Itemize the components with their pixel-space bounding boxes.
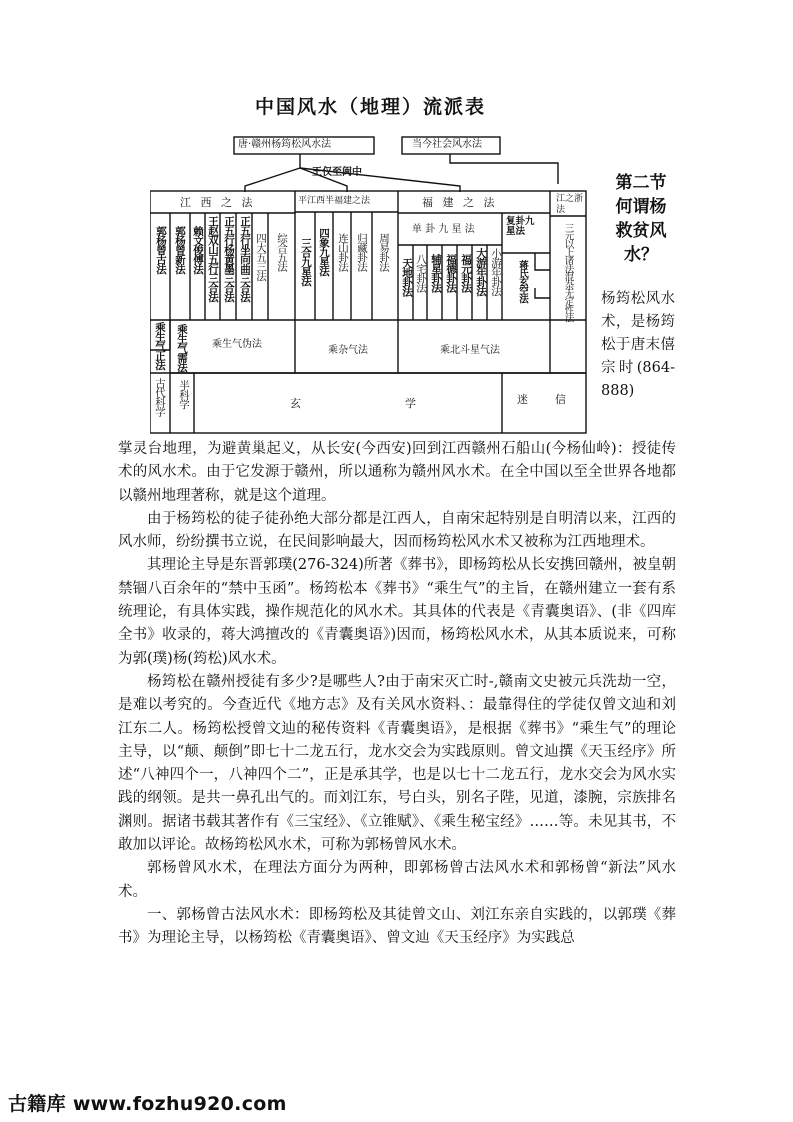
pj-col-3: 连山卦法: [337, 233, 349, 271]
jx-col-8: 综合五法: [276, 233, 288, 271]
fj-col-5: 福元卦法: [460, 254, 472, 292]
body-text: [118, 438, 676, 951]
row-beidou: 乘北斗星气法: [440, 345, 500, 356]
jx-col-5: 正五行杨黄墨三合法: [223, 216, 235, 302]
box-tang-ganzhou: 唐·赣州杨筠松风水法: [238, 139, 332, 150]
row-semi-science: 半科学: [178, 380, 190, 409]
row-xin: 信: [555, 393, 566, 406]
jx-col-2: 郭杨曾新法: [174, 226, 186, 274]
jz-col: 三元以上诸法混杂无定性法: [562, 223, 574, 322]
jx-col-4: 王赵双山五行三合法: [207, 216, 219, 302]
header-pingjiang: 平江西半福建之法: [298, 196, 371, 206]
jx-col-6: 正五行坐向曲三合法: [239, 216, 251, 302]
row-shengqi-xu: 乘生气需法: [176, 324, 188, 372]
footer-url[interactable]: www.fozhu920.com: [72, 1093, 287, 1115]
row-xue: 学: [405, 397, 416, 410]
paragraph-1: 掌灵台地理，为避黄巢起义，从长安(今西安)回到江西赣州石船山(今杨仙岭)：授徒传术的风水术。由于它发源于赣州，所以通称为赣州风水术。在全中国以至全世界各地都以赣州地理著称，就是这个道理。: [118, 441, 676, 504]
paragraph-2: 由于杨筠松的徒子徒孙绝大部分都是江西人，自南宋起特别是自明清以来，江西的风水师，纷纷撰书立说，在民间影响最大，因而杨筠松风水术又被称为江西地理术。: [118, 510, 676, 551]
row-xuan: 玄: [290, 397, 301, 410]
paragraph-3: 其理论主导是东晋郭璞(276-324)所著《葬书》，即杨筠松从长安携回赣州，被皇朝禁锢八百余年的“禁中玉函”。杨筠松本《葬书》“乘生气”的主旨，在赣州建立一套有系统理论，有具体实践，操作规范化的风水术。其具体的代表是《青囊奥语》、(非《四库全书》收录的，蒋大鸿擅改的《青囊奥语》)因而，杨筠松风水术，从其本质说来，可称为郭(璞)杨(筠松)风水术。: [118, 557, 676, 667]
fj-col-4: 福德卦法: [445, 254, 457, 292]
row-zaqi: 乘杂气法: [328, 345, 368, 356]
paragraph-6: 一、郭杨曾古法风水术：即杨筠松及其徒曾文山、刘江东亲自实践的，以郭璞《葬书》为理论主导，以杨筠松《青囊奥语》、曾文辿《天玉经序》为实践总: [118, 906, 676, 947]
arrow-label: 王仅至闽中: [312, 167, 362, 178]
header-jiangxi: 江 西 之 法: [180, 196, 256, 209]
footer-watermark: [8, 1089, 287, 1116]
chart-title: 中国风水（地理）流派表: [255, 96, 487, 118]
row-mi: 迷: [517, 393, 528, 406]
jx-col-7: 四大五三法: [255, 233, 267, 281]
paragraph-4: 杨筠松在赣州授徒有多少?是哪些人?由于南宋灭亡时-,赣南文史被元兵洗劫一空，是难以考究的。今查近代《地方志》及有关风水资料、：最靠得住的学徒仅曾文辿和刘江东二人。杨筠松授曾文辿的秘传资料《青囊奥语》，是根据《葬书》“乘生气”的理论主导，以“颠、颠倒”即七十二龙五行，龙水交会为实践原则。曾文辿撰《天玉经序》所述“八神四个一，八神四个二”，正是承其学，也是以七十二龙五行，龙水交会为风水实践的纲领。是共一鼻孔出气的。而刘江东，号白头，别名子陛，见道，漆腕，宗族排名渊则。据诸书载其著作有《三宝经》、《立锥赋》、《乘生秘宝经》……等。未见其书，不敢加以评论。故杨筠松风水术，可称为郭杨曾风水术。: [118, 673, 676, 854]
fj-col-1: 天地卦法: [401, 258, 413, 296]
footer-site-name: 古籍库: [8, 1093, 66, 1115]
fj-col-6: 大游年卦法: [475, 248, 487, 296]
box-modern: 当今社会风水法: [412, 139, 482, 150]
pj-col-5: 周易卦法: [378, 233, 390, 271]
fj-subheader: 单 卦 九 星 法: [412, 224, 475, 235]
header-jiangzhe: 江之浙法: [556, 194, 584, 215]
pj-col-1: 三合九星法: [300, 238, 312, 286]
fj-col-2: 八宅卦法: [415, 254, 427, 292]
jx-col-1: 郭杨曾古法: [155, 226, 167, 274]
fj-col-3: 辅星卦法: [430, 254, 442, 292]
pj-col-4: 归藏卦法: [356, 233, 368, 271]
fj-compound: 复卦九星法: [506, 216, 535, 237]
side-paragraph: 杨筠松风水术，是杨筠松于唐末僖宗时(864-888): [601, 291, 675, 399]
row-shengqi-zheng: 乘生气正法: [154, 322, 166, 370]
header-fujian: 福 建 之 法: [422, 196, 498, 209]
school-chart: [150, 88, 588, 436]
row-shengqi-fake: 乘生气伪法: [212, 339, 262, 350]
paragraph-5: 郭杨曾风水术，在理法方面分为两种，即郭杨曾古法风水术和郭杨曾“新法”风水术。: [118, 860, 676, 900]
pj-col-2: 四象九星法: [318, 228, 330, 276]
fj-col-7: 小游年卦法: [490, 248, 502, 296]
jx-col-3: 赖文俊傅法: [192, 226, 204, 274]
section-heading: 第二节何谓杨救贫风水？: [615, 173, 667, 265]
fj-xuankong: 蒋氏玄空法: [517, 260, 528, 303]
row-old-science: 古代科学: [154, 378, 166, 416]
